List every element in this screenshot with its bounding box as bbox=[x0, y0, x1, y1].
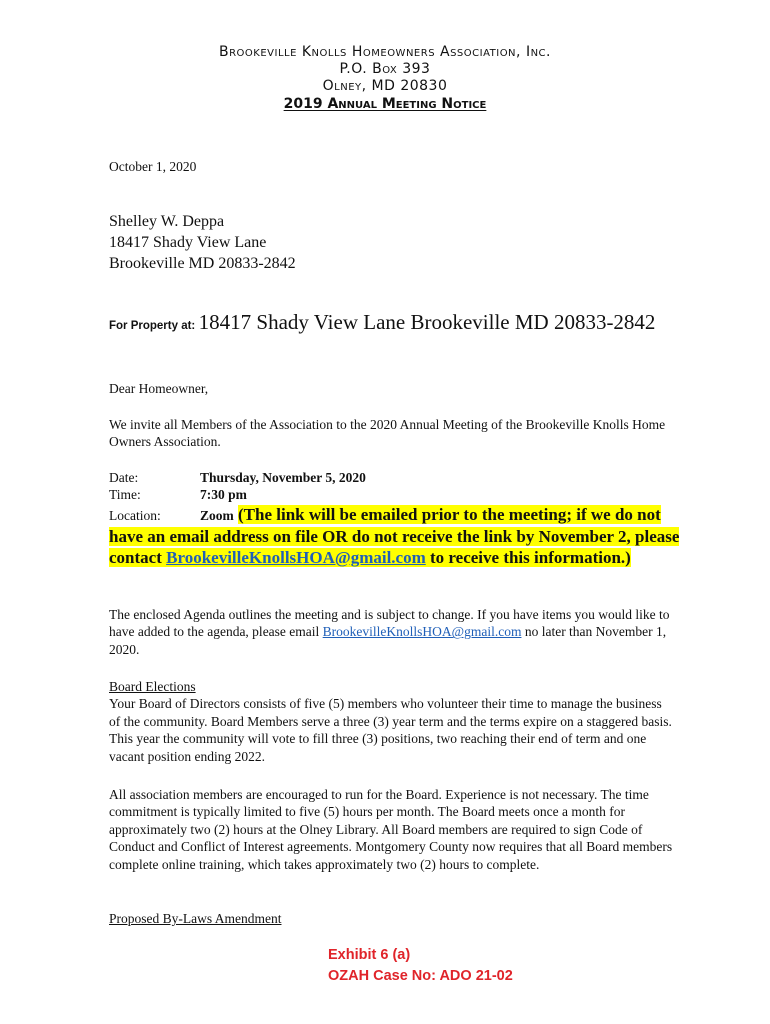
exhibit-number: Exhibit 6 (a) bbox=[328, 947, 411, 963]
location-value: Zoom bbox=[200, 507, 234, 523]
ozah-case-number: OZAH Case No: ADO 21-02 bbox=[328, 968, 513, 984]
members-paragraph: All association members are encouraged to run for the Board. Experience is not necessary. The time commitment is typically limited to five (5) hours per month. The Board meets once a month for approximately two (2) hours at the Olney Library. All Board members are required to sign Code of Conduct and Conflict of Interest agreements. Montgomery County now requires that all Board members complete online training, which takes approximately two (2) hours to complete. bbox=[109, 787, 673, 872]
contact-email-link[interactable]: BrookevilleKnollsHOA@gmail.com bbox=[166, 547, 426, 567]
letter-date: October 1, 2020 bbox=[109, 159, 197, 174]
agenda-deadline: no later than November 1, 2020. bbox=[109, 624, 667, 657]
board-elections-heading: Board Elections bbox=[109, 679, 196, 694]
recipient-city: Brookeville MD 20833-2842 bbox=[109, 255, 296, 272]
property-label: For Property at: bbox=[109, 320, 196, 332]
meeting-date-row bbox=[109, 469, 679, 486]
agenda-text: The enclosed Agenda outlines the meeting and is subject to change. If you have items you would like to have added to the agenda, please email bbox=[109, 607, 670, 640]
property-line bbox=[109, 309, 679, 336]
date-value: Thursday, November 5, 2020 bbox=[200, 470, 366, 485]
recipient-name: Shelley W. Deppa bbox=[109, 213, 225, 230]
salutation: Dear Homeowner, bbox=[109, 381, 209, 396]
bylaws-heading: Proposed By-Laws Amendment bbox=[109, 911, 282, 926]
letterhead-org: Brookeville Knolls Homeowners Association, Inc. bbox=[219, 44, 551, 60]
date-label: Date: bbox=[109, 470, 139, 485]
meeting-location-row bbox=[109, 504, 687, 568]
property-address: 18417 Shady View Lane Brookeville MD 20833-2842 bbox=[198, 310, 656, 334]
location-label: Location: bbox=[109, 507, 161, 523]
location-note-tail: to receive this information.) bbox=[425, 547, 631, 567]
notice-title: 2019 Annual Meeting Notice bbox=[283, 96, 487, 112]
meeting-details bbox=[109, 469, 679, 568]
location-note-text: (The link will be emailed prior to the meeting; if we do not have an email address on file OR do not receive the link by November 2, please contact bbox=[109, 504, 680, 567]
agenda-email-link[interactable]: BrookevilleKnollsHOA@gmail.com bbox=[322, 624, 522, 640]
time-value: 7:30 pm bbox=[200, 487, 247, 503]
meeting-time-row bbox=[109, 486, 679, 503]
time-label: Time: bbox=[109, 487, 141, 503]
agenda-paragraph bbox=[109, 606, 674, 658]
letterhead-city: Olney, MD 20830 bbox=[322, 78, 448, 94]
invitation-paragraph: We invite all Members of the Association to the 2020 Annual Meeting of the Brookeville Knolls Home Owners Association. bbox=[109, 417, 666, 450]
letterhead-po-box: P.O. Box 393 bbox=[339, 61, 431, 77]
letterhead bbox=[0, 44, 770, 113]
exhibit-stamp bbox=[328, 945, 513, 987]
recipient-address bbox=[109, 211, 679, 274]
board-elections-text: Your Board of Directors consists of five (5) members who volunteer their time to manage the business of the community. Board Members serve a three (3) year term and the terms expire on a staggered basis. This year the community will vote to fill three (3) positions, two reaching their end of term and one vacant position ending 2022. bbox=[109, 696, 672, 764]
recipient-street: 18417 Shady View Lane bbox=[109, 234, 267, 251]
board-elections-section bbox=[109, 678, 674, 765]
